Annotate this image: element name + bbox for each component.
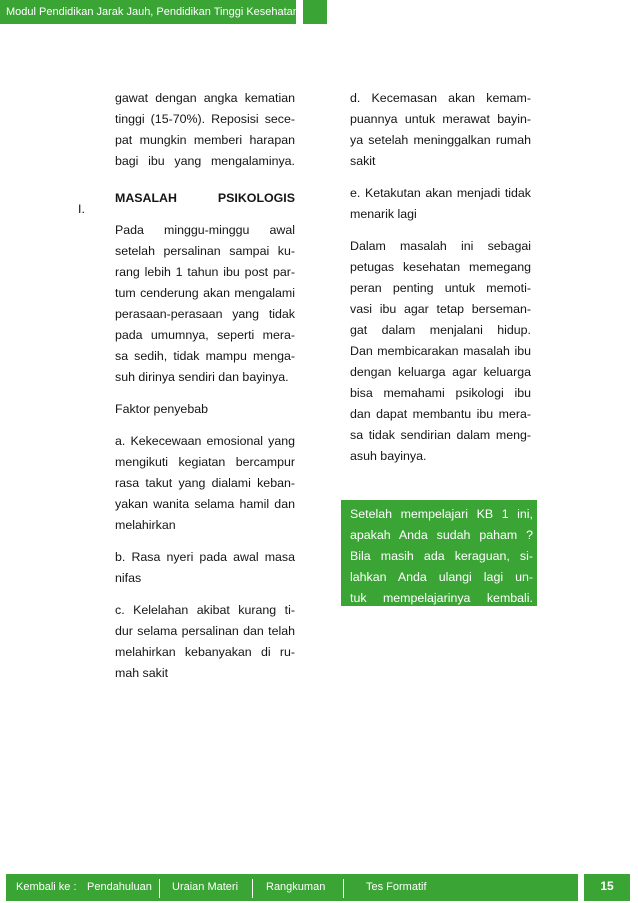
text-line: peran penting untuk memoti- (350, 281, 531, 295)
intro-paragraph (115, 88, 295, 172)
section-title (115, 188, 295, 209)
nav-separator (159, 879, 160, 898)
text-line: b. Rasa nyeri pada awal masa (115, 550, 295, 564)
text-line: asuh bayinya. (350, 449, 427, 463)
factor-item-c (115, 600, 295, 684)
text-line: apakah Anda sudah paham ? (350, 528, 533, 542)
text-line: sa sedih, tidak mampu menga- (115, 349, 295, 363)
text-line: Bila masih ada keraguan, si- (350, 549, 533, 563)
text-line: dur selama persalinan dan telah (115, 624, 295, 638)
factor-item-b (115, 547, 295, 589)
text-line: Dalam masalah ini sebagai (350, 239, 531, 253)
text-line: rasa takut yang dialami keban- (115, 476, 295, 490)
intro-psych-paragraph (115, 220, 295, 388)
factor-heading: Faktor penyebab (115, 402, 208, 416)
text-line: a. Kekecewaan emosional yang (115, 434, 295, 448)
text-line: tinggi (15-70%). Reposisi sece- (115, 112, 295, 126)
nav-link-uraian-materi[interactable]: Uraian Materi (172, 881, 239, 893)
text-line: puannya untuk merawat bayin- (350, 112, 531, 126)
text-line: d. Kecemasan akan kemam- (350, 91, 531, 105)
page-number: 15 (584, 874, 630, 901)
text-line: rang lebih 1 tahun ibu post par- (115, 265, 295, 279)
nav-link-rangkuman[interactable]: Rangkuman (266, 881, 326, 893)
section-title-word: PSIKOLOGIS (217, 191, 295, 205)
text-line: tuk mempelajarinya kembali. (350, 591, 533, 605)
text-line: vasi ibu agar tetap berseman- (350, 302, 531, 316)
text-line: petugas kesehatan memegang (350, 260, 531, 274)
text-line: gawat dengan angka kematian (115, 91, 295, 105)
nav-separator (252, 879, 253, 898)
text-line: sa tidak sendirian dalam meng- (350, 428, 531, 442)
factor-item-a (115, 431, 295, 536)
text-line: dan dapat membantu ibu mera- (350, 407, 531, 421)
text-line: sakit (350, 154, 376, 168)
section-title-word: MASALAH (115, 191, 177, 205)
text-line: melahirkan kebanyakan di ru- (115, 645, 295, 659)
text-line: mengikuti kegiatan bercampur (115, 455, 295, 469)
factor-item-d (350, 88, 531, 172)
header-bar (0, 0, 299, 24)
text-line: bagi ibu yang mengalaminya. (115, 154, 295, 168)
text-line: yakan wanita selama hamil dan (115, 497, 295, 511)
text-line: Setelah mempelajari KB 1 ini, (350, 507, 533, 521)
text-line: ya setelah meninggalkan rumah (350, 133, 531, 147)
module-title: Modul Pendidikan Jarak Jauh, Pendidikan Tinggi Kesehatan (6, 6, 299, 18)
nav-separator (343, 879, 344, 898)
text-line: gat dalam menjalani hidup. (350, 323, 531, 337)
text-line: e. Ketakutan akan menjadi tidak (350, 186, 531, 200)
left-column (115, 88, 295, 695)
self-check-note (341, 500, 537, 606)
factor-item-e (350, 183, 531, 225)
nav-link-tes-formatif[interactable]: Tes Formatif (366, 881, 427, 893)
text-line: bisa memahami psikologi ibu (350, 386, 531, 400)
text-line: suh dirinya sendiri dan bayinya. (115, 370, 289, 384)
text-line: menarik lagi (350, 207, 417, 221)
text-line: tum cenderung akan mengalami (115, 286, 295, 300)
text-line: pat mungkin memberi harapan (115, 133, 295, 147)
text-line: perasaan-perasaan yang tidak (115, 307, 295, 321)
text-line: mah sakit (115, 666, 169, 680)
nav-link-pendahuluan[interactable]: Pendahuluan (87, 881, 152, 893)
text-line: setelah persalinan sampai ku- (115, 244, 295, 258)
text-line: dengan keluarga agar keluarga (350, 365, 531, 379)
role-paragraph (350, 236, 531, 467)
right-column (350, 88, 531, 478)
section-number: I. (78, 202, 85, 216)
back-label: Kembali ke : (16, 881, 77, 893)
text-line: melahirkan (115, 518, 176, 532)
text-line: nifas (115, 571, 142, 585)
text-line: Pada minggu-minggu awal (115, 223, 295, 237)
text-line: lahkan Anda ulangi lagi un- (350, 570, 533, 584)
text-line: c. Kelelahan akibat kurang ti- (115, 603, 295, 617)
text-line: Dan membicarakan masalah ibu (350, 344, 531, 358)
text-line: pada umumnya, seperti mera- (115, 328, 295, 342)
header-accent-square (303, 0, 327, 24)
footer-nav (6, 874, 578, 901)
